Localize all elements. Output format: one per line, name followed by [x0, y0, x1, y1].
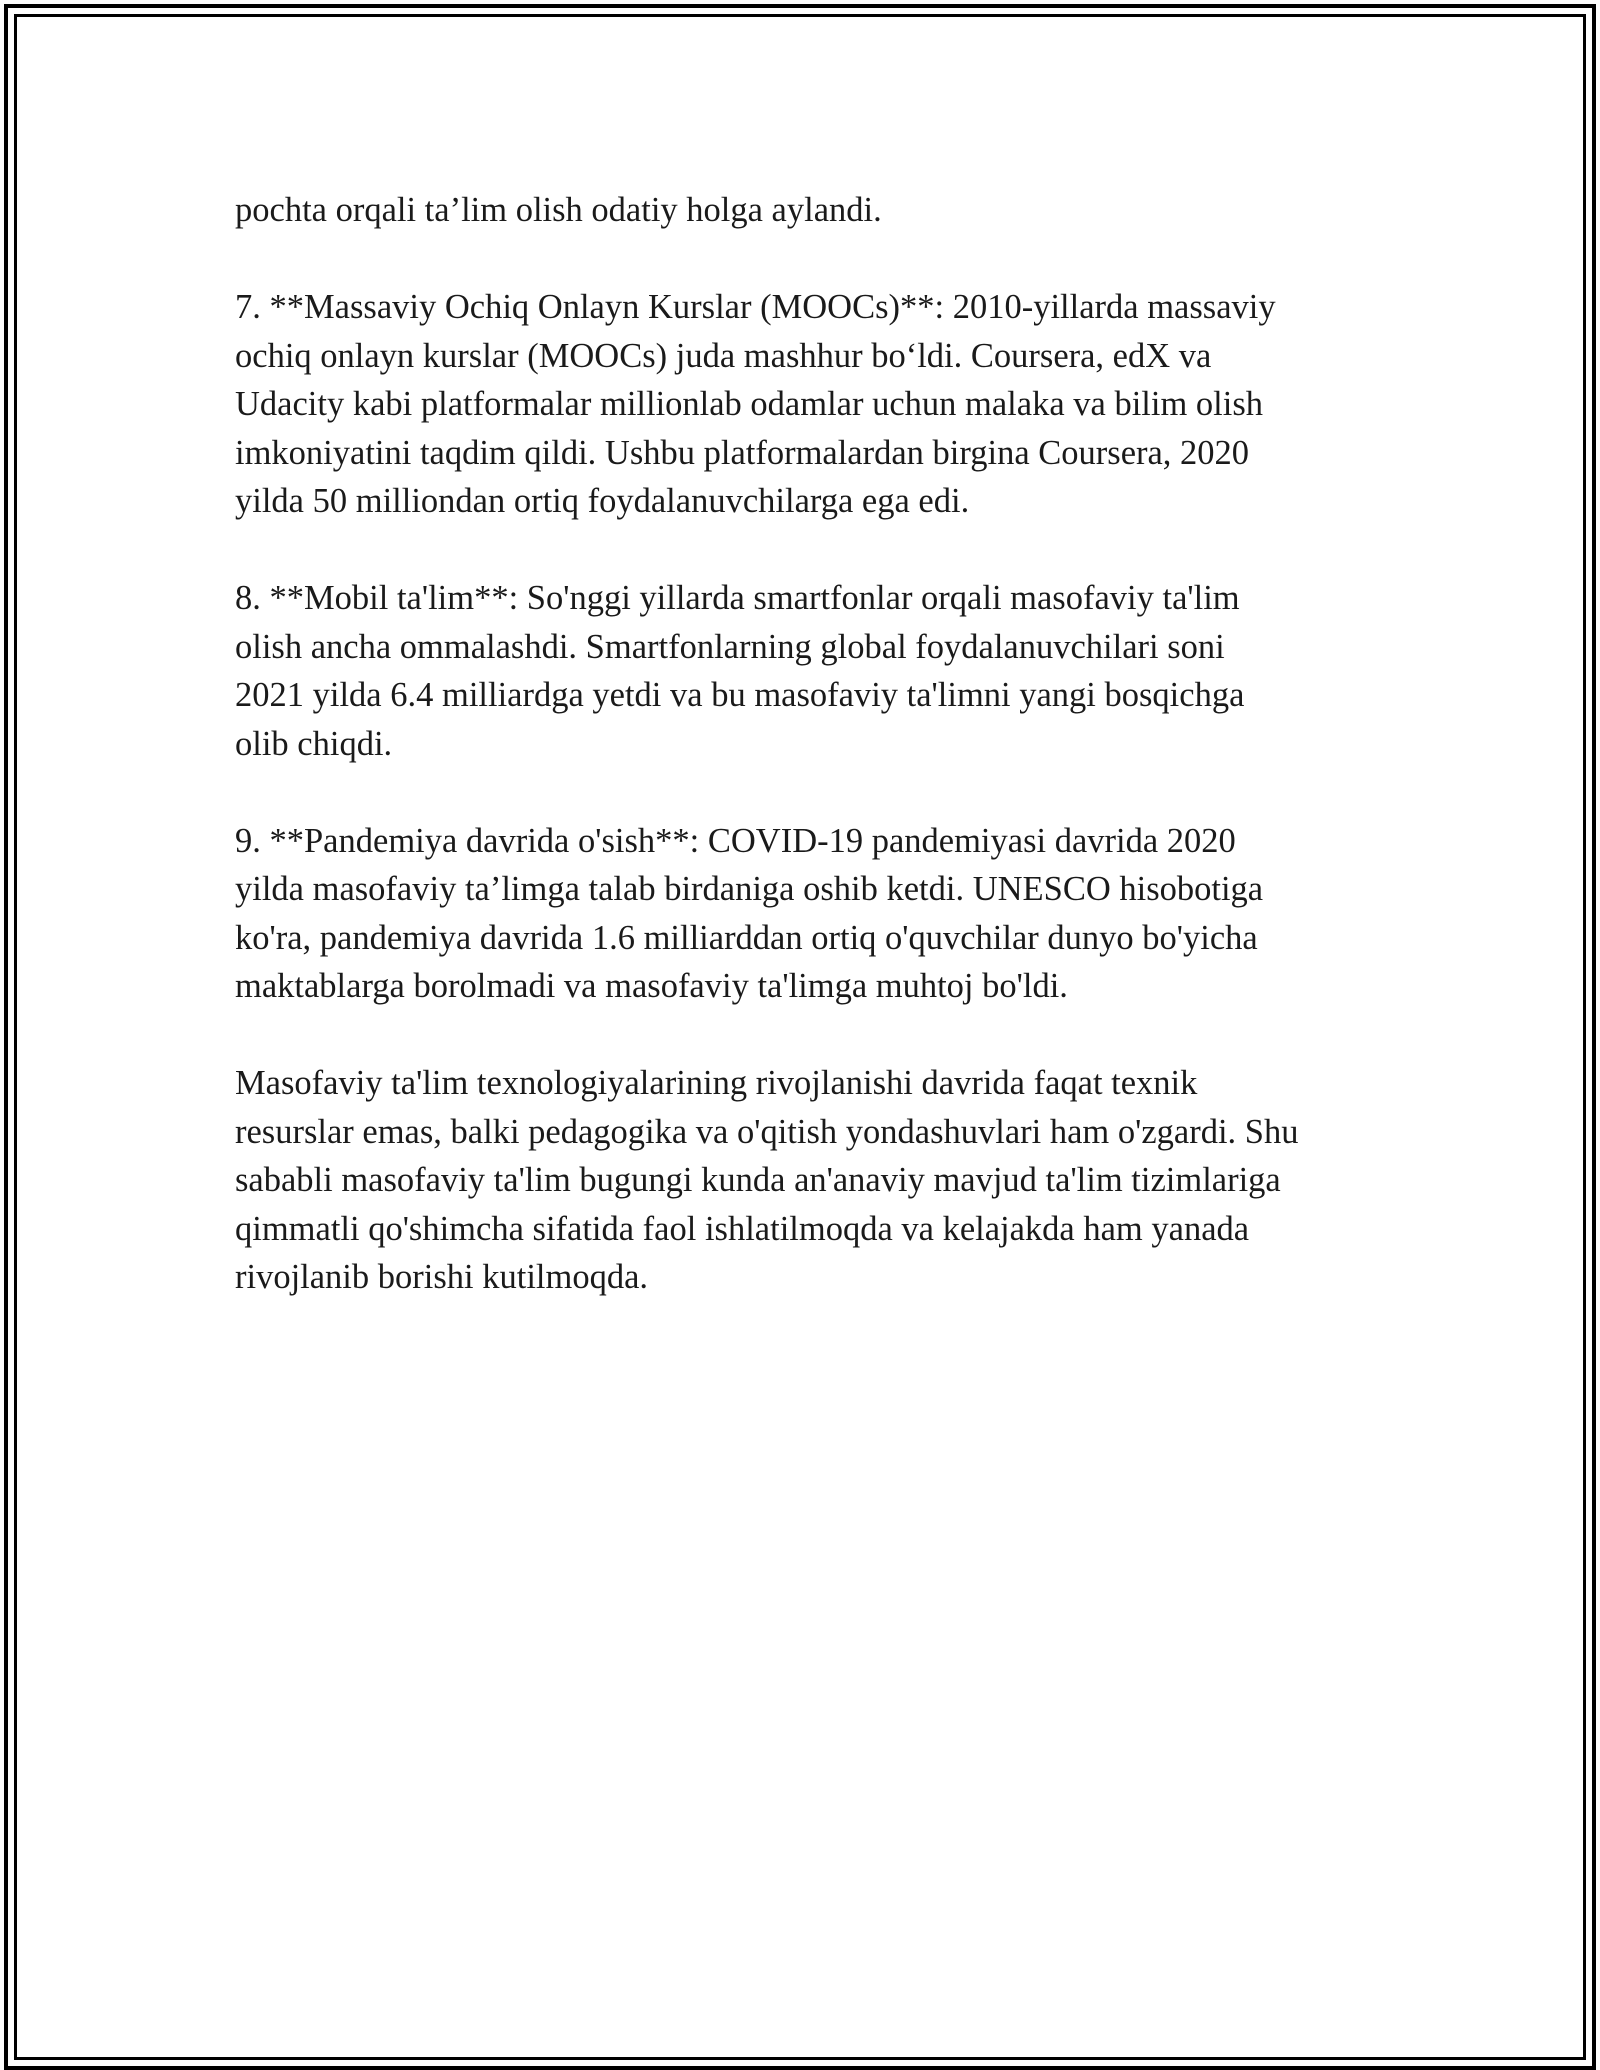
paragraph-conclusion: Masofaviy ta'lim texnologiyalarining rivojlanishi davrida faqat texnik resurslar emas, balki pedagogika va o'qitish yondashuvlari ham o'zgardi. Shu sababli masofaviy ta'lim bugungi kunda an'anaviy mavjud ta'lim tizimlariga qimmatli qo'shimcha sifatida faol ishlatilmoqda va kelajakda ham yanada rivojlanib borishi kutilmoqda. — [235, 1064, 1299, 1296]
document-body — [235, 186, 1375, 1350]
paragraph-item-7-moocs: 7. **Massaviy Ochiq Onlayn Kurslar (MOOCs)**: 2010-yillarda massaviy ochiq onlayn kurslar (MOOCs) juda mashhur bo‘ldi. Coursera, edX va Udacity kabi platformalar millionlab odamlar uchun malaka va bilim olish imkoniyatini taqdim qildi. Ushbu platformalardan birgina Coursera, 2020 yilda 50 milliondan ortiq foydalanuvchilarga ega edi. — [235, 288, 1276, 520]
paragraph-intro-continuation: pochta orqali ta’lim olish odatiy holga aylandi. — [235, 191, 882, 229]
paragraph-item-8-mobile-learning: 8. **Mobil ta'lim**: So'nggi yillarda smartfonlar orqali masofaviy ta'lim olish ancha ommalashdi. Smartfonlarning global foydalanuvchilari soni 2021 yilda 6.4 milliardga yetdi va bu masofaviy ta'limni yangi bosqichga olib chiqdi. — [235, 579, 1245, 763]
paragraph-item-9-pandemic-growth: 9. **Pandemiya davrida o'sish**: COVID-19 pandemiyasi davrida 2020 yilda masofaviy ta’limga talab birdaniga oshib ketdi. UNESCO hisobotiga ko'ra, pandemiya davrida 1.6 milliarddan ortiq o'quvchilar dunyo bo'yicha maktablarga borolmadi va masofaviy ta'limga muhtoj bo'ldi. — [235, 821, 1264, 1005]
